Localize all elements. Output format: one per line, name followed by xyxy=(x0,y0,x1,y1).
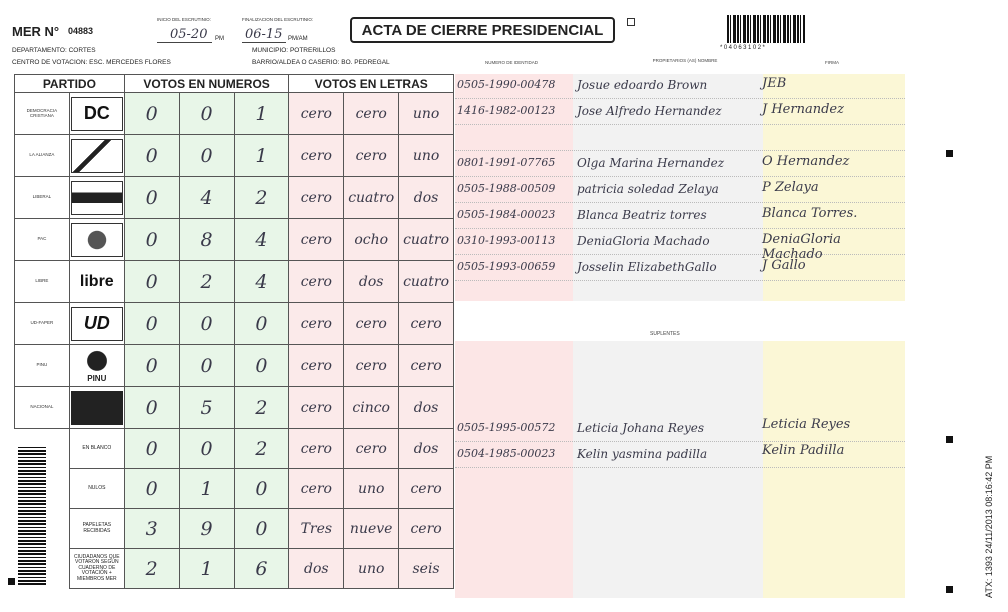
suplente-id: 0505-1995-00572 xyxy=(457,421,556,434)
total-row xyxy=(15,509,454,549)
vote-digit: 1 xyxy=(234,93,289,135)
vote-word: cero xyxy=(399,345,454,387)
member-row-line xyxy=(455,176,905,177)
vote-digit: 0 xyxy=(179,93,234,135)
party-row xyxy=(15,387,454,429)
party-logo-text: PINU xyxy=(87,373,107,383)
total-word: uno xyxy=(344,469,399,509)
total-digit: 9 xyxy=(179,509,234,549)
total-label: NULOS xyxy=(69,469,124,509)
registration-mark-icon xyxy=(946,586,953,593)
total-word: Tres xyxy=(289,509,344,549)
party-logo xyxy=(69,261,124,303)
finalizacion-unit: PM/AM xyxy=(288,36,308,42)
suplentes-signature-bg xyxy=(763,341,905,598)
suplente-signature: Kelin Padilla xyxy=(762,443,845,458)
vote-digit: 0 xyxy=(179,135,234,177)
vote-digit: 0 xyxy=(234,303,289,345)
total-digit: 0 xyxy=(234,469,289,509)
member-row-line xyxy=(455,98,905,99)
party-logo-icon xyxy=(71,265,123,299)
vote-word: cero xyxy=(289,387,344,429)
suplente-row-line xyxy=(455,441,905,442)
vote-digit: 2 xyxy=(179,261,234,303)
vote-word: cero xyxy=(289,135,344,177)
party-name: PAC xyxy=(15,219,70,261)
inicio-value: 05-20 xyxy=(170,27,208,42)
member-id: 0801-1991-07765 xyxy=(457,156,556,169)
inicio-unit: PM xyxy=(215,36,224,42)
vote-digit: 0 xyxy=(179,303,234,345)
party-logo-text: DC xyxy=(83,103,110,123)
member-signature: O Hernandez xyxy=(762,154,850,169)
total-row xyxy=(15,469,454,509)
member-name: Jose Alfredo Hernandez xyxy=(577,104,722,118)
vote-digit: 0 xyxy=(124,93,179,135)
suplente-signature: Leticia Reyes xyxy=(762,417,851,432)
party-logo-icon xyxy=(71,97,123,131)
departamento: DEPARTAMENTO: CORTES xyxy=(12,47,96,54)
party-row xyxy=(15,177,454,219)
votes-table xyxy=(14,74,454,589)
member-row-line xyxy=(455,202,905,203)
party-logo xyxy=(69,219,124,261)
party-row xyxy=(15,303,454,345)
party-logo xyxy=(69,93,124,135)
member-signature: Blanca Torres. xyxy=(762,206,858,221)
vote-digit: 0 xyxy=(234,345,289,387)
inicio-line xyxy=(157,42,212,43)
party-row xyxy=(15,93,454,135)
member-signature: J Gallo xyxy=(762,258,806,273)
vote-word: dos xyxy=(399,177,454,219)
party-logo xyxy=(69,345,124,387)
vote-digit: 0 xyxy=(124,135,179,177)
total-label: CIUDADANOS QUE VOTARON SEGÚN CUADERNO DE VOTACIÓN + MIEMBROS MER xyxy=(69,549,124,589)
party-row xyxy=(15,135,454,177)
member-name: patricia soledad Zelaya xyxy=(577,182,719,196)
member-name: Blanca Beatriz torres xyxy=(577,208,707,222)
party-name: NACIONAL xyxy=(15,387,70,429)
member-name: Josselin ElizabethGallo xyxy=(577,260,717,274)
vote-word: cero xyxy=(289,219,344,261)
vote-word: uno xyxy=(399,93,454,135)
vote-digit: 4 xyxy=(179,177,234,219)
total-word: cero xyxy=(399,469,454,509)
party-logo-text: UD xyxy=(83,313,110,333)
party-logo-icon xyxy=(71,223,123,257)
party-logo-icon xyxy=(71,181,123,215)
suplentes-title: SUPLENTES xyxy=(650,331,680,337)
total-digit: 1 xyxy=(179,549,234,589)
vote-word: cero xyxy=(289,345,344,387)
total-row xyxy=(15,429,454,469)
vote-word: cero xyxy=(399,303,454,345)
vote-word: cero xyxy=(344,303,399,345)
col-votos-letras: VOTOS EN LETRAS xyxy=(289,75,454,93)
barcode-icon xyxy=(727,15,805,43)
party-logo-icon xyxy=(71,139,123,173)
party-name: UD-FAPER xyxy=(15,303,70,345)
barrio: BARRIO/ALDEA O CASERIO: BO. PEDREGAL xyxy=(252,59,390,66)
registration-mark-icon xyxy=(8,578,15,585)
document-title: ACTA DE CIERRE PRESIDENCIAL xyxy=(350,17,615,43)
party-logo xyxy=(69,135,124,177)
total-word: uno xyxy=(344,549,399,589)
total-digit: 2 xyxy=(234,429,289,469)
total-label: EN BLANCO xyxy=(69,429,124,469)
vote-digit: 2 xyxy=(234,387,289,429)
vote-digit: 1 xyxy=(234,135,289,177)
member-name: Olga Marina Hernandez xyxy=(577,156,725,170)
mer-label: MER N° xyxy=(12,24,60,39)
municipio: MUNICIPIO: POTRERILLOS xyxy=(252,47,336,54)
party-logo-text: libre xyxy=(79,272,114,290)
total-digit: 0 xyxy=(124,469,179,509)
vote-digit: 4 xyxy=(234,261,289,303)
party-logo xyxy=(69,387,124,429)
vote-word: cinco xyxy=(344,387,399,429)
vote-digit: 0 xyxy=(124,177,179,219)
vote-word: cero xyxy=(289,303,344,345)
party-name: LA ALIANZA xyxy=(15,135,70,177)
vote-digit: 0 xyxy=(124,345,179,387)
finalizacion-line xyxy=(242,42,286,43)
party-row xyxy=(15,261,454,303)
total-word: nueve xyxy=(344,509,399,549)
member-name: Josue edoardo Brown xyxy=(577,78,708,92)
vote-digit: 0 xyxy=(179,345,234,387)
party-name: PINU xyxy=(15,345,70,387)
member-row-line xyxy=(455,124,905,125)
party-logo xyxy=(69,177,124,219)
vote-digit: 8 xyxy=(179,219,234,261)
total-label: PAPELETAS RECIBIDAS xyxy=(69,509,124,549)
party-name: DEMOCRACIA CRISTIANA xyxy=(15,93,70,135)
vote-word: dos xyxy=(344,261,399,303)
vote-digit: 5 xyxy=(179,387,234,429)
vote-word: cero xyxy=(289,177,344,219)
member-row-line xyxy=(455,150,905,151)
suplentes-name-bg xyxy=(573,341,763,598)
total-digit: 0 xyxy=(234,509,289,549)
member-row-line xyxy=(455,228,905,229)
party-logo-icon xyxy=(71,307,123,341)
finalizacion-value: 06-15 xyxy=(245,27,283,42)
timestamp-stamp: ATX: 1393 24/11/2013 08:16:42 PM xyxy=(984,455,994,598)
vote-word: dos xyxy=(399,387,454,429)
member-id: 0505-1993-00659 xyxy=(457,260,556,273)
vote-word: ocho xyxy=(344,219,399,261)
total-digit: 0 xyxy=(179,429,234,469)
suplente-name: Kelin yasmina padilla xyxy=(577,447,708,461)
vote-digit: 0 xyxy=(124,261,179,303)
total-word: cero xyxy=(399,509,454,549)
vote-word: cero xyxy=(344,135,399,177)
total-digit: 3 xyxy=(124,509,179,549)
vote-digit: 0 xyxy=(124,387,179,429)
suplente-id: 0504-1985-00023 xyxy=(457,447,556,460)
member-signature: JEB xyxy=(762,76,787,91)
total-row xyxy=(15,549,454,589)
party-row xyxy=(15,345,454,387)
vote-word: cero xyxy=(289,261,344,303)
party-name: LIBERAL xyxy=(15,177,70,219)
vote-digit: 0 xyxy=(124,303,179,345)
vote-word: cuatro xyxy=(399,219,454,261)
suplente-name: Leticia Johana Reyes xyxy=(577,421,705,435)
vote-word: cero xyxy=(344,93,399,135)
total-word: seis xyxy=(399,549,454,589)
total-digit: 0 xyxy=(124,429,179,469)
registration-mark-icon xyxy=(946,150,953,157)
suplentes-id-bg xyxy=(455,341,573,598)
suplentes-section xyxy=(455,333,905,598)
member-name: DeniaGloria Machado xyxy=(577,234,710,248)
member-signature: P Zelaya xyxy=(762,180,819,195)
vote-word: cero xyxy=(344,345,399,387)
member-row-line xyxy=(455,280,905,281)
col-votos-numeros: VOTOS EN NUMEROS xyxy=(124,75,289,93)
col-partido: PARTIDO xyxy=(15,75,125,93)
vote-word: uno xyxy=(399,135,454,177)
hdr-firma: FIRMA xyxy=(825,60,839,65)
member-id: 0505-1988-00509 xyxy=(457,182,556,195)
party-row xyxy=(15,219,454,261)
votes-table-container xyxy=(14,74,454,596)
party-logo-icon xyxy=(71,349,123,383)
side-barcode-icon xyxy=(18,445,46,585)
finalizacion-label: FINALIZACION DEL ESCRUTINIO: xyxy=(242,17,314,22)
vote-word: cuatro xyxy=(399,261,454,303)
vote-word: cuatro xyxy=(344,177,399,219)
total-word: cero xyxy=(289,469,344,509)
member-id: 0505-1984-00023 xyxy=(457,208,556,221)
barcode-text: *04063102* xyxy=(720,45,767,51)
registration-mark-icon xyxy=(627,18,635,26)
total-word: dos xyxy=(289,549,344,589)
hdr-identidad: NUMERO DE IDENTIDAD xyxy=(485,60,539,65)
suplente-row-line xyxy=(455,467,905,468)
member-signature: DeniaGloria Machado xyxy=(762,232,841,262)
member-id: 0310-1993-00113 xyxy=(457,234,556,247)
vote-digit: 2 xyxy=(234,177,289,219)
total-digit: 2 xyxy=(124,549,179,589)
total-word: dos xyxy=(399,429,454,469)
party-logo xyxy=(69,303,124,345)
member-id: 0505-1990-00478 xyxy=(457,78,556,91)
registration-mark-icon xyxy=(946,436,953,443)
hdr-propietarios: PROPIETARIOS (AS) NOMBRE xyxy=(652,58,718,63)
vote-digit: 4 xyxy=(234,219,289,261)
total-word: cero xyxy=(289,429,344,469)
total-digit: 1 xyxy=(179,469,234,509)
member-signature: J Hernandez xyxy=(762,102,844,117)
centro-votacion: CENTRO DE VOTACION: ESC. MERCEDES FLORES xyxy=(12,59,171,66)
members-section xyxy=(455,56,905,301)
mer-number: 04883 xyxy=(68,26,94,36)
vote-digit: 0 xyxy=(124,219,179,261)
party-name: LIBRE xyxy=(15,261,70,303)
total-word: cero xyxy=(344,429,399,469)
total-digit: 6 xyxy=(234,549,289,589)
inicio-label: INICIO DEL ESCRUTINIO: xyxy=(157,17,211,22)
party-logo-icon xyxy=(71,391,123,425)
member-id: 1416-1982-00123 xyxy=(457,104,556,117)
vote-word: cero xyxy=(289,93,344,135)
